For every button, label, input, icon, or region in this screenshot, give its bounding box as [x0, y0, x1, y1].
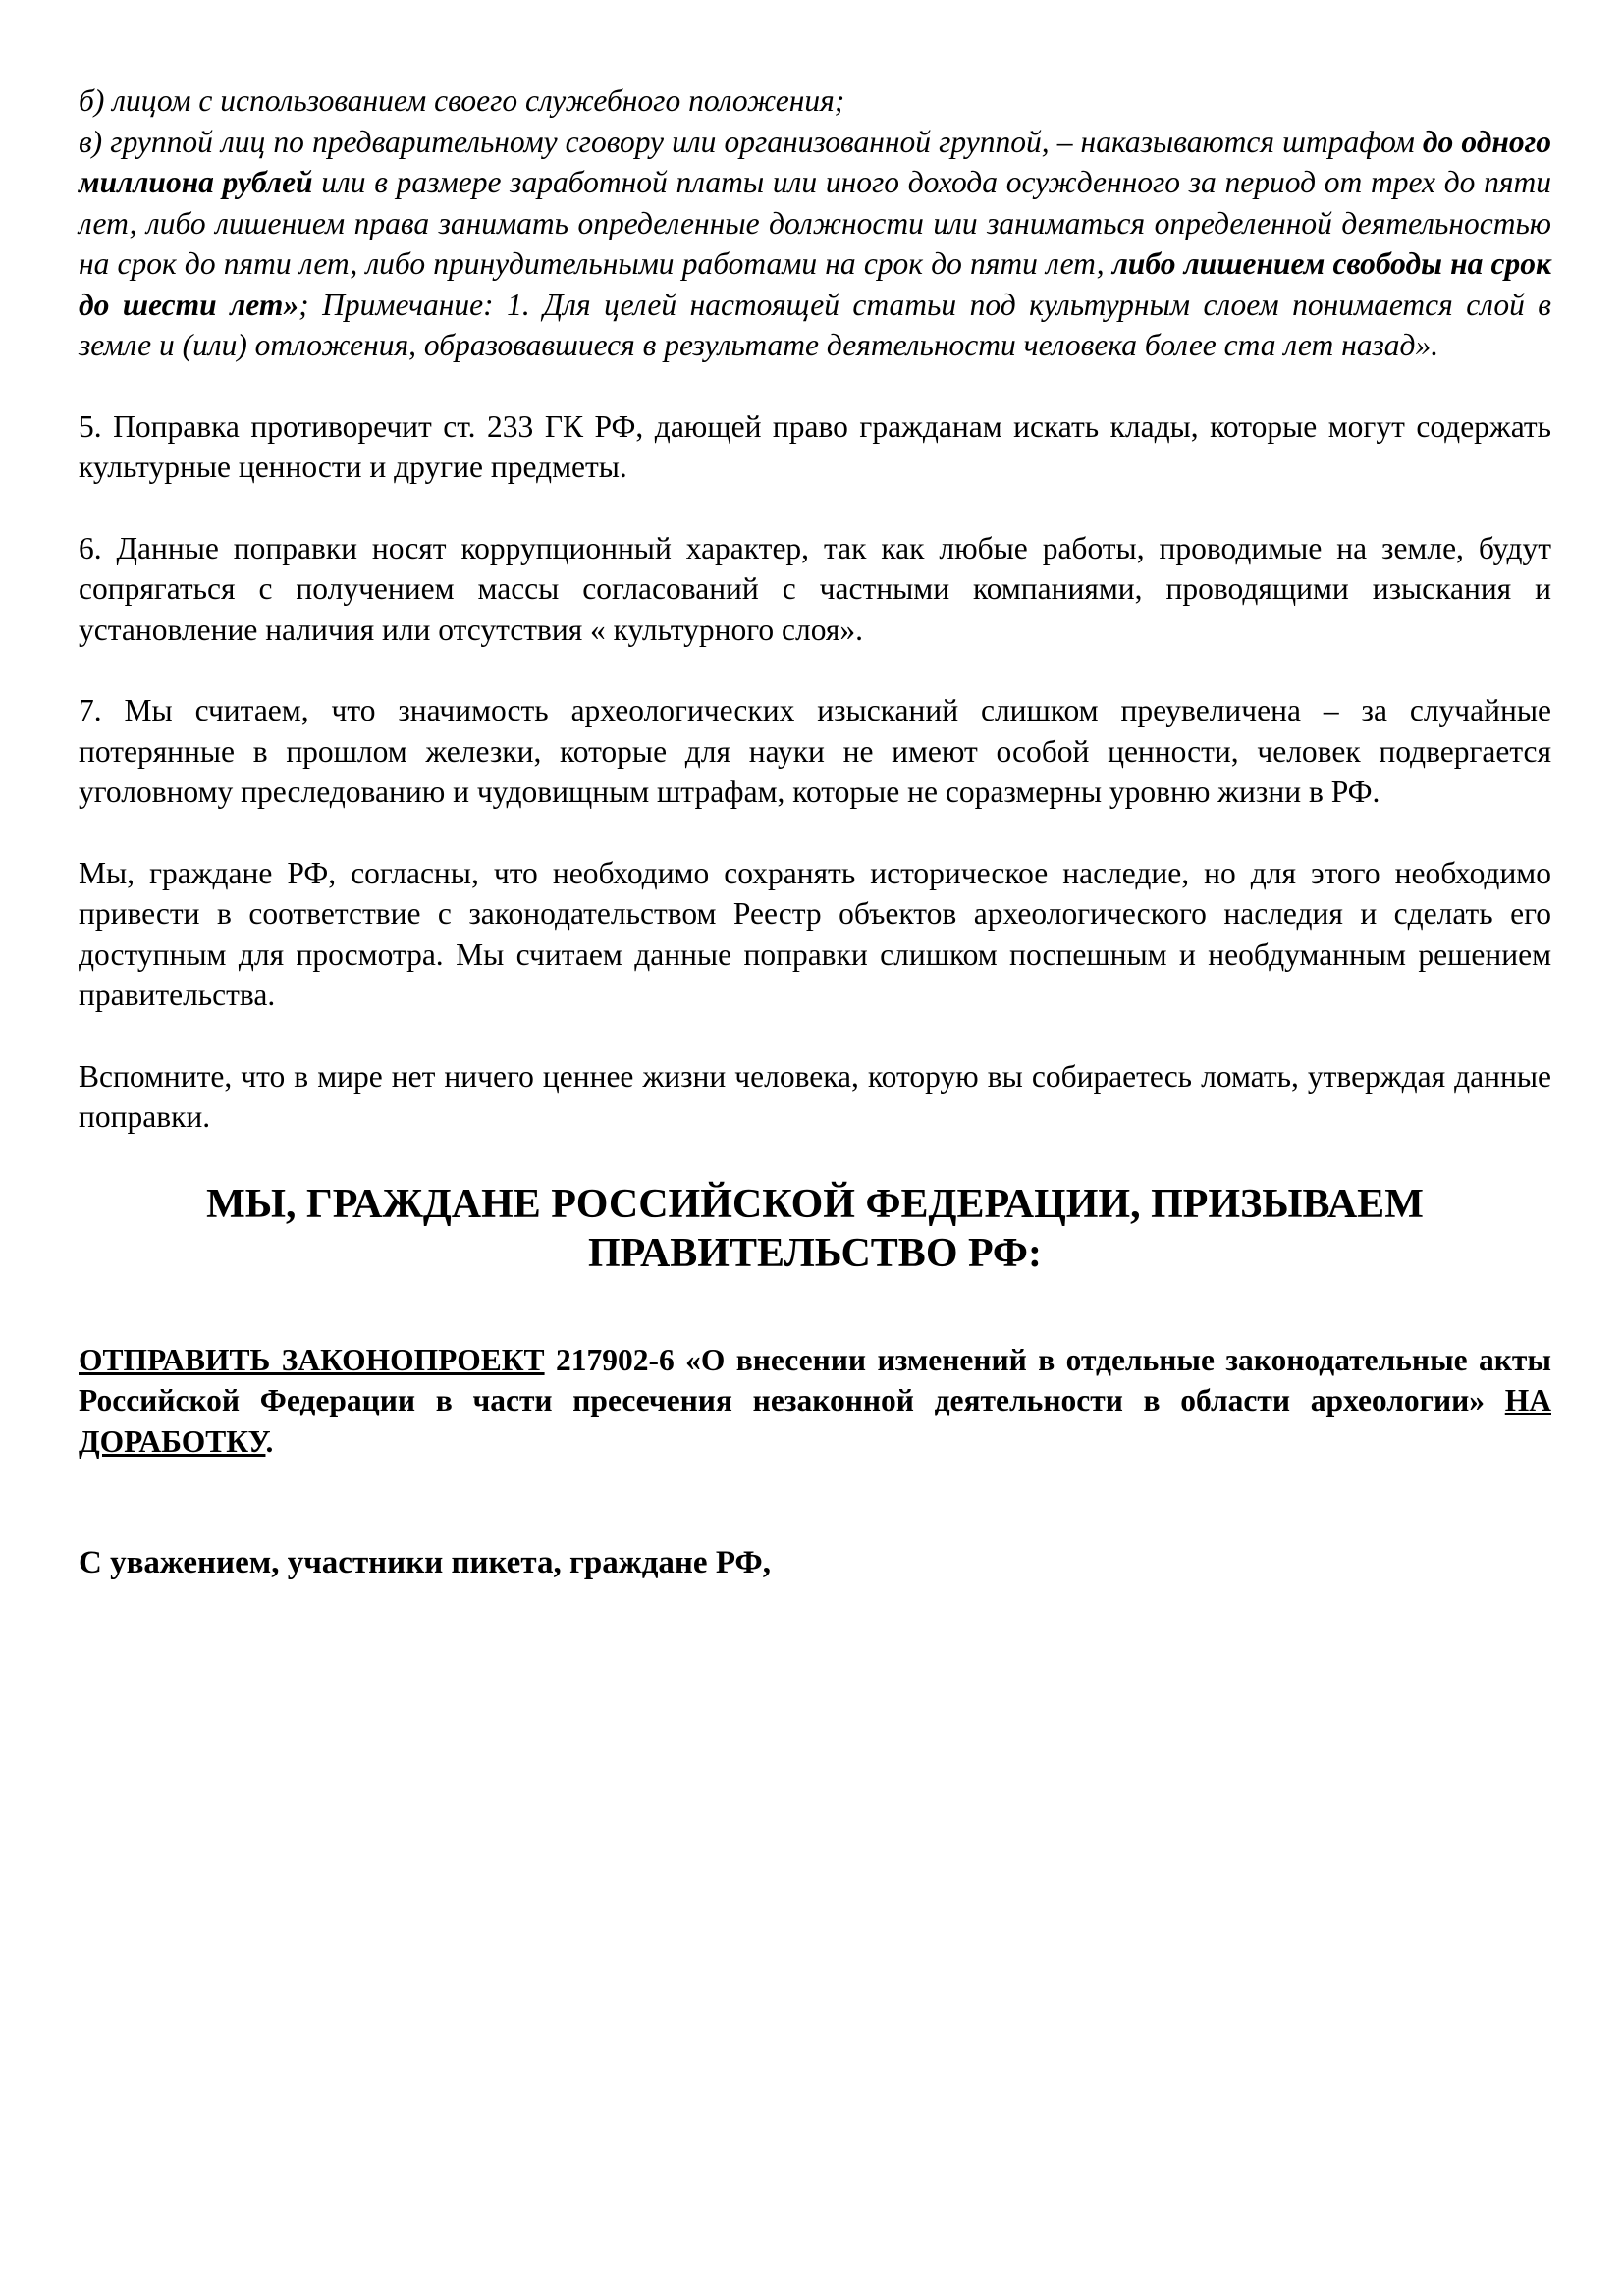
paragraph-heritage: Мы, граждане РФ, согласны, что необходимо сохранять историческое наследие, но для этого необходимо привести в соответствие с законодательством Реестр объектов археологического наследия и сделать его доступным для просмотра. Мы считаем данные поправки слишком поспешным и необдуманным решением правительства. — [79, 855, 1551, 1012]
document-page — [79, 80, 1551, 1583]
appeal-action-end-underlined: НА ДОРАБОТКУ — [79, 1383, 1551, 1459]
appeal-heading-line-2: ПРАВИТЕЛЬСТВО РФ: — [588, 1230, 1042, 1276]
paragraph-6: 6. Данные поправки носят коррупционный характер, так как любые работы, проводимые на земле, будут сопрягаться с получением массы согласований с частными компаниями, проводящими изыскания и установление наличия или отсутствия « культурного слоя». — [79, 530, 1551, 647]
appeal-action-end-punct: . — [265, 1423, 274, 1459]
appeal-action-underlined: ОТПРАВИТЬ ЗАКОНОПРОЕКТ — [79, 1342, 545, 1377]
paragraph-7: 7. Мы считаем, что значимость археологических изысканий слишком преувеличена – за случайные потерянные в прошлом железки, которые для науки не имеют особой ценности, человек подвергается уголовному преследованию и чудовищным штрафам, которые не соразмерны уровню жизни в РФ. — [79, 693, 1551, 809]
appeal-action-text: 217902-6 «О внесении изменений в отдельные законодательные акты Российской Федерации в части пресечения незаконной деятельности в области археологии» — [79, 1342, 1551, 1417]
quote-v-bold-fine: до одного миллиона рублей — [79, 124, 1551, 199]
paragraph-remember: Вспомните, что в мире нет ничего ценнее жизни человека, которую вы собираетесь ломать, утверждая данные поправки. — [79, 1058, 1551, 1134]
paragraph-5: 5. Поправка противоречит ст. 233 ГК РФ, дающей право гражданам искать клады, которые могут содержать культурные ценности и другие предметы. — [79, 408, 1551, 484]
quote-item-b-text: б) лицом с использованием своего служебного положения; — [79, 83, 845, 118]
appeal-action — [79, 1340, 1551, 1463]
appeal-heading — [79, 1180, 1551, 1278]
quote-v-bold-prison: либо лишением свободы на срок до шести лет» — [79, 246, 1551, 322]
quote-item-v — [79, 122, 1551, 366]
appeal-heading-line-1: МЫ, ГРАЖДАНЕ РОССИЙСКОЙ ФЕДЕРАЦИИ, ПРИЗЫВАЕМ — [206, 1181, 1424, 1227]
quote-item-b — [79, 80, 1551, 122]
quote-v-text-2: или в размере заработной платы или иного дохода осужденного за период от трех до пяти лет, либо лишением права занимать определенные должности или заниматься определенной деятельностью на срок до пяти лет, либо принудительными работами на срок до пяти лет, — [79, 165, 1551, 281]
signature: С уважением, участники пикета, граждане РФ, — [79, 1545, 772, 1580]
quote-v-text-1: в) группой лиц по предварительному сговору или организованной группой, – наказываются штрафом — [79, 124, 1423, 159]
quote-v-text-3: ; Примечание: 1. Для целей настоящей статьи под культурным слоем понимается слой в земле и (или) отложения, образовавшиеся в результате деятельности человека более ста лет назад». — [79, 287, 1551, 362]
